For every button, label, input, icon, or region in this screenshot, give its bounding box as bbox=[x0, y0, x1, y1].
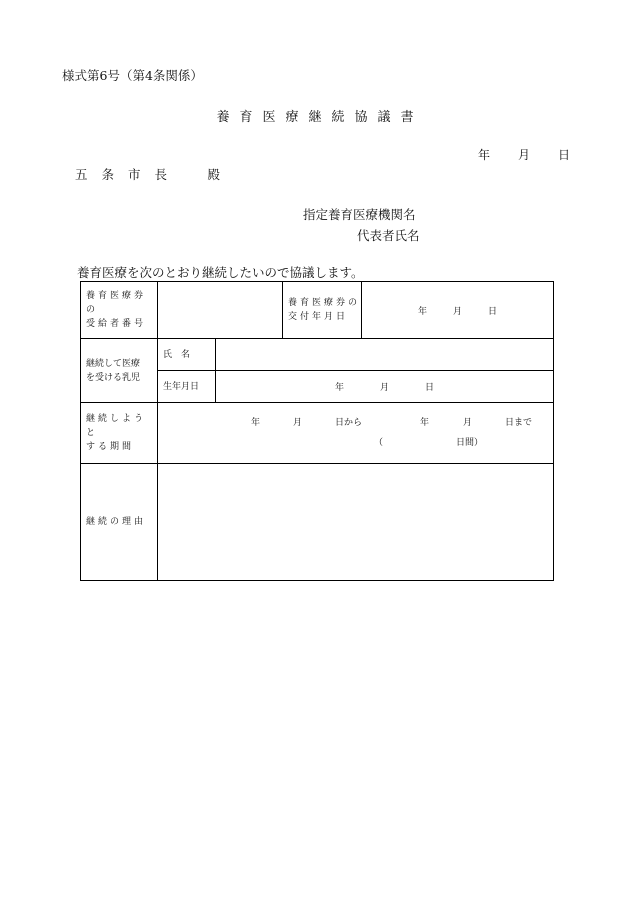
page-title: 養育医療継続協議書 bbox=[216, 110, 424, 125]
form-number: 様式第6号（第4条関係） bbox=[62, 68, 203, 83]
table-row bbox=[81, 403, 554, 464]
recipient-number-label: 養育医療券の 受給者番号 bbox=[81, 282, 158, 339]
period-field[interactable]: 年 月 日から 年 月 日まで （ 日間） bbox=[158, 403, 554, 464]
issue-date-field[interactable]: 年 月 日 bbox=[362, 282, 554, 339]
issue-date-label: 養育医療券の 交付年月日 bbox=[283, 282, 362, 339]
table-row bbox=[81, 339, 554, 371]
representative-label: 代表者氏名 bbox=[357, 228, 420, 243]
infant-name-field[interactable] bbox=[216, 339, 554, 371]
intro-text: 養育医療を次のとおり継続したいので協議します。 bbox=[77, 265, 364, 280]
addressee: 五条市長 殿 bbox=[75, 167, 235, 182]
dob-field[interactable]: 年 月 日 bbox=[216, 371, 554, 403]
table-row bbox=[81, 282, 554, 339]
period-label: 継続しようと する期間 bbox=[81, 403, 158, 464]
date-year: 年 bbox=[478, 148, 491, 162]
date-month: 月 bbox=[518, 148, 531, 162]
dob-label: 生年月日 bbox=[158, 371, 216, 403]
institution-label: 指定養育医療機関名 bbox=[303, 207, 416, 222]
name-label: 氏 名 bbox=[158, 339, 216, 371]
reason-label: 継続の理由 bbox=[81, 464, 158, 581]
infant-label: 継続して医療 を受ける乳児 bbox=[81, 339, 158, 403]
date-day: 日 bbox=[558, 148, 571, 162]
consultation-form-table bbox=[80, 281, 554, 581]
reason-field[interactable] bbox=[158, 464, 554, 581]
table-row bbox=[81, 464, 554, 581]
recipient-number-field[interactable] bbox=[158, 282, 283, 339]
